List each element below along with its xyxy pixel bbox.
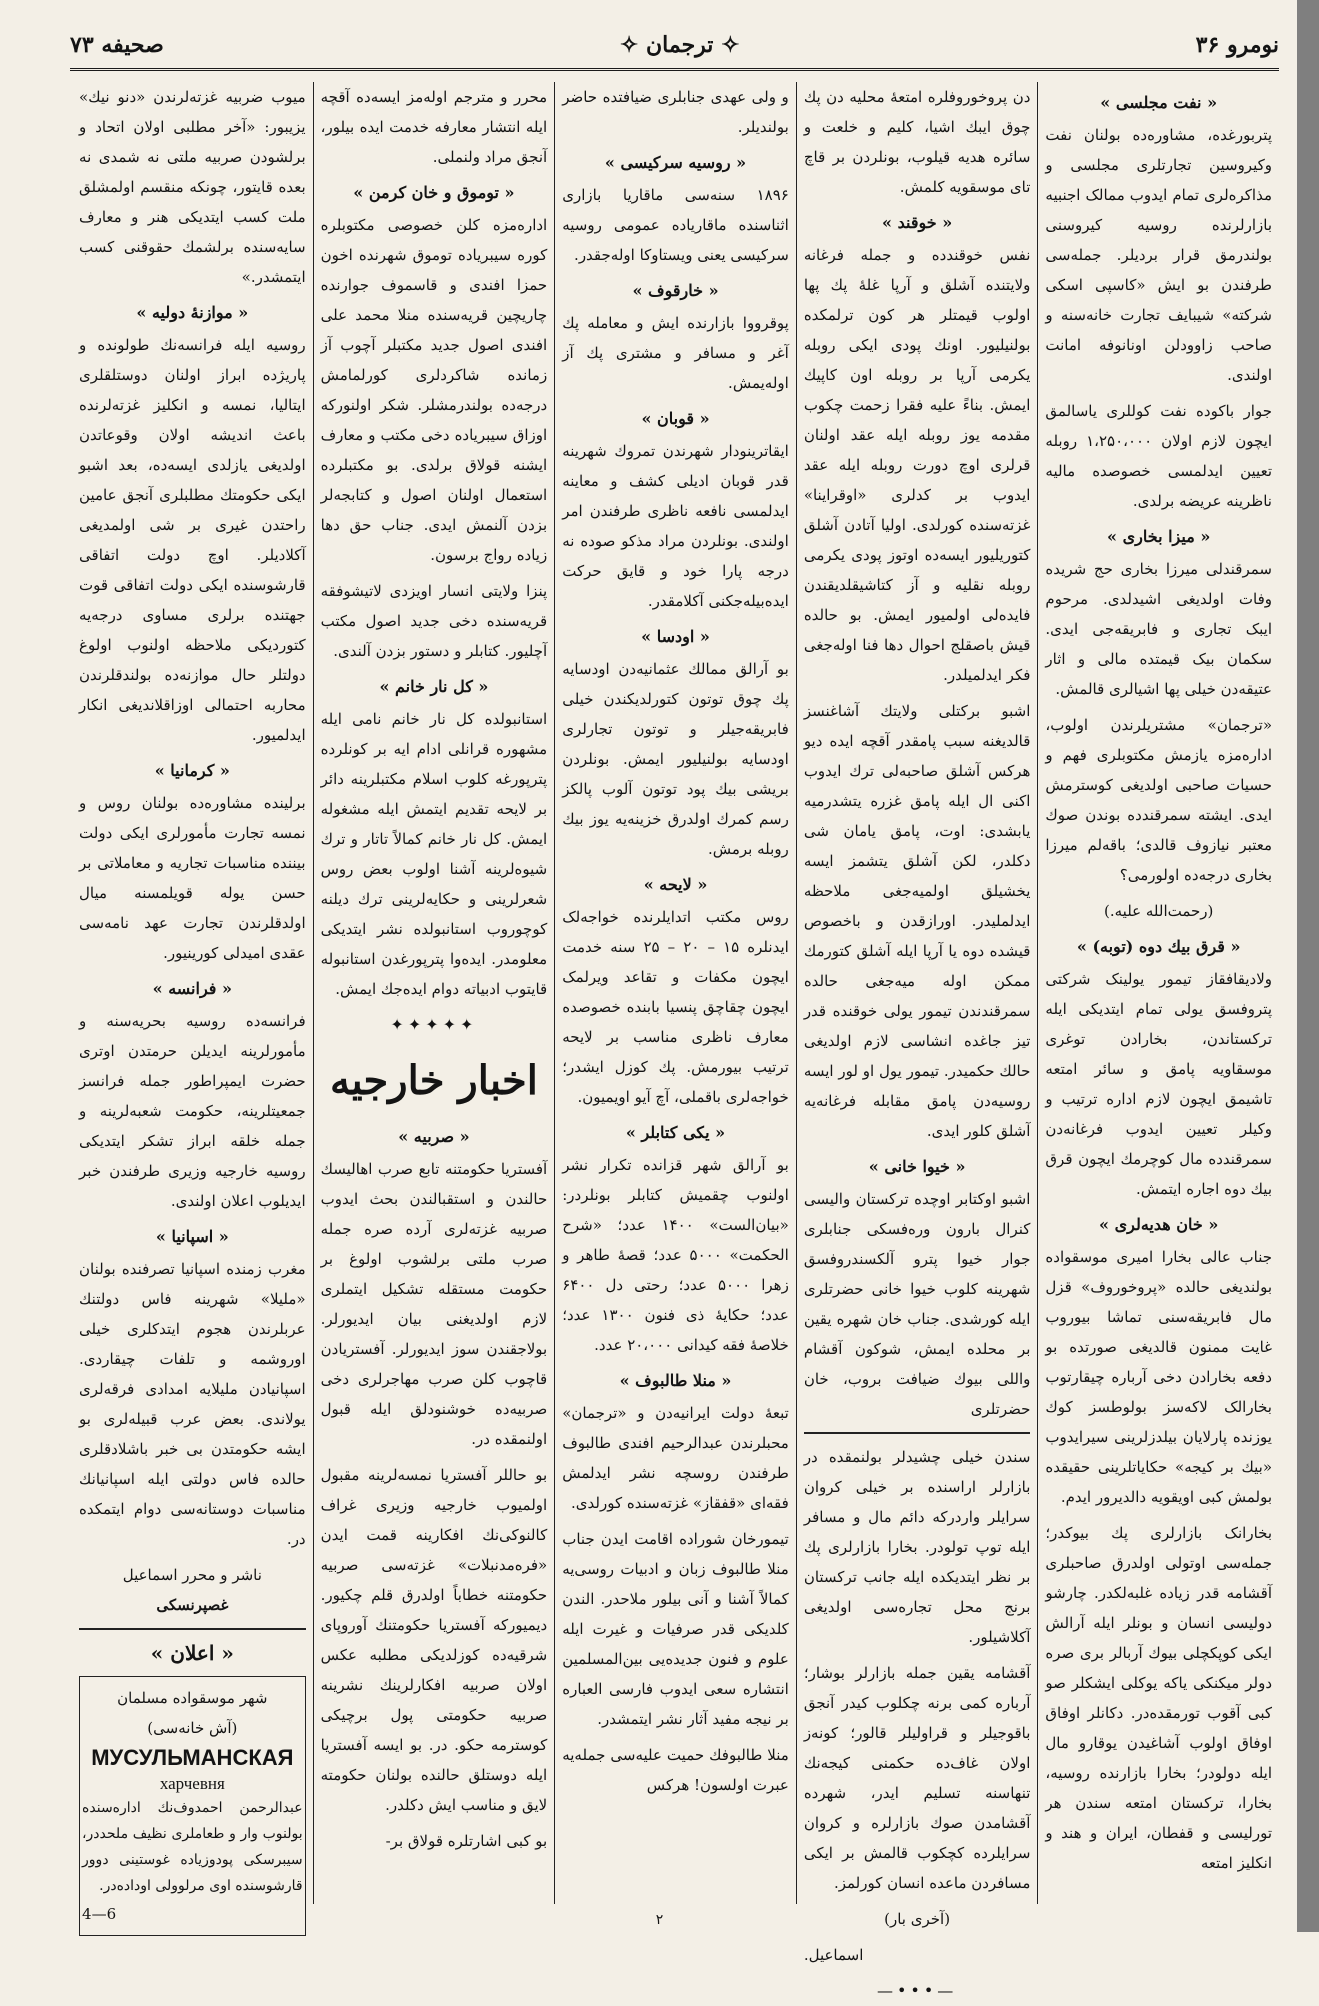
- article-heading: « صربیه »: [321, 1122, 548, 1152]
- article-heading: « نفت مجلسی »: [1045, 88, 1272, 118]
- to-be-continued: (آخری بار): [884, 1910, 951, 1928]
- advertisement-box: [79, 1676, 306, 1936]
- article-heading: « روسیه سرکیسی »: [562, 148, 789, 178]
- article-heading: « خیوا خانی »: [804, 1152, 1031, 1182]
- article-heading: « منلا طالبوف »: [562, 1366, 789, 1396]
- article-paragraph: منلا طالبوفك حمیت علیه‌سی جمله‌یه عبرت اولسون! هرکس: [562, 1746, 789, 1794]
- article-paragraph: پوقرووا بازارنده ایش و معامله پك آغر و مسافر و مشتری پك آز اوله‌یمش.: [562, 314, 789, 392]
- article-heading: « قوبان »: [562, 404, 789, 434]
- article-paragraph: جناب عالی بخارا امیری موسقواده بولندیغی حالده «پروخوروف» قزل مال فابریقه‌سنی تماشا بیوروب غایت ممنون قالدیغی صورتده بو دفعه بخارادن دخی آرباره چیقارتوب بخارالک لاکه‌سز بولوطسز کوك یوزنده پارلایان بیلدزلرینی سیرایدوب «بیك بر کیجه» حکایاتلرینی حقیقده بولمش کبی اویقویه دالدیرور ایدم.: [1045, 1248, 1272, 1506]
- article-paragraph: سمرقندلی میرزا بخاری حج شریده وفات اولدیغی اشیدلدی. مرحوم ایبک تجاری و فابریقه‌جی ایدی. سکمان بیک قیمتده مالی و اثار عتیقه‌دن خیلی پها اشیالری قالمش.: [1045, 560, 1272, 698]
- article-heading: « لایحه »: [562, 870, 789, 900]
- article-heading: « کل نار خانم »: [321, 672, 548, 702]
- article-paragraph: دن پروخوروفلره امتعهٔ محلیه دن پك چوق ایبك اشیا، کلیم و خلعت و سائره هدیه قیلوب، بونلردن بر قاچ تای موسقویه کلمش.: [803, 88, 1031, 196]
- article-paragraph: (رحمت‌الله علیه.): [1104, 902, 1214, 920]
- article-paragraph: تبعهٔ دولت ایرانیه‌دن و «ترجمان» محبلرندن عبدالرحیم افندی طالبوف طرفندن روسچه نشر ایدلمش فقه‌ای «قفقاز» غزته‌سنده کورلدی.: [562, 1404, 789, 1512]
- ad-russian-title: МУСУЛЬМАНСКАЯ: [91, 1745, 294, 1770]
- article-heading: « توموق و خان کرمن »: [321, 178, 548, 208]
- article-heading: « قرق بیك دوه (توبه) »: [1045, 932, 1272, 962]
- article-heading: « موازنهٔ دولیه »: [79, 298, 306, 328]
- article-paragraph: روسیه ایله فرانسه‌نك طولونده و پاریژده ابراز اولنان دوستلقلری ایتالیا، نمسه و انکلیز غزته‌لرنده باعث اندیشه اولان وقوعاتدن اولدیغی یازلدی ایسه‌ده، بعد اشبو ایکی حکومتك مطلبلری آنجق عامین راحتدن غیری بر شی اولمدیغی آکلادیلر. اوچ دولت اتفاقی قارشوسنده ایکی دولت اتفاقی قوت جهتنده برلری مساوی درجه‌یه کتوردیکی ملاحظه اولنوب اولوغ دولتلر حال موازنه‌ده بولندقلرندن محاربه احتمالی اوزاقلاندیغی انکار ایدلمیور.: [79, 336, 306, 744]
- ad-line: شهر موسقواده مسلمان: [117, 1689, 268, 1707]
- article-paragraph: آقشامه یقین جمله بازارلر بوشار؛ آرباره کمی برنه چکلوب کیدر آنجق باقوجیلر و قراولیلر قالور؛ کونه‌ز اولان غاف‌ده حکمنی کیجه‌نك تنهاسنه تسلیم ایدر، شهرده آقشامدن صوك بازارلره و کروان سرایلرده کچکوب قالمش بر ایکی مسافردن ماعده انسان کورلمز.: [803, 1664, 1031, 1892]
- article-paragraph: استانبولده کل نار خانم نامی ایله مشهوره قرانلی ادام ایه بر کونلرده پترپورغه کلوب اسلام مکتبلرینه دائر بر لایحه تقدیم ایتمش ایله مشغوله ایمش. کل نار خانم کماﻻً تاتار و ترك شیوه‌لرینه آشنا اولوب بعض روس شعرلرینی و حکایه‌لرینی ترك دیلنه کوچوروب استانبولده نشر ایتدیکی معلومدر. ایده‌وا پترپورغدن استانبوله قایتوب ادبیاته دوام ایده‌جك ایمش.: [320, 710, 548, 998]
- article-paragraph: بخارانک بازارلری پك بیوکدر؛ جمله‌سی اوتولی اولدرق صاحبلری آقشامه قدر زیاده غلبه‌لکدر. چارشو دولیسی انسان و بونلر ایله آرالش ایکی کوپکچلی بیوك آربالر بری صره دولر میکنکی یاکه یوکلی ایشکلر صو کبی آقوب تورمقده‌در. دکانلر اوفاق اوفاق اولوب آشاغیدن یوقارو مال ایله دولودر؛ بخارا بازارنده روسیه، بخارا، ترکستان امتعه سندن هر تورلیسی و قفطان، ایران و هند و انکلیز امتعه: [1045, 1524, 1272, 1872]
- column-3: [554, 82, 796, 1904]
- column-1: [1037, 82, 1279, 1904]
- article-heading: « یکی کتابلر »: [562, 1118, 789, 1148]
- column-2: [796, 82, 1038, 2000]
- newspaper-title: ✧ ترجمان ✧: [619, 32, 740, 58]
- advertisement-header: « اعلان »: [79, 1638, 306, 1668]
- article-paragraph: اداره‌مزه کلن خصوصی مکتوبلره کوره سیبریاده توموق شهرنده اخون حمزا افندی و قاسموف جوارنده چاریچین قریه‌سنده منلا محمد علی افندی اصول جدید مکتبلر آچوب آز زمانده شاکردلری کورلمامش درجه‌ده بولندرمشلر. شکر اولنورکه اوزاق سیبریاده دخی مکتب و معارف ایشنه قولاق برلدی. بو مکتبلرده استعمال اولنان اصول و کتابجه‌لر بزدن آلنمش ایدی. جناب حق دها زیاده رواج برسون.: [320, 216, 548, 564]
- article-paragraph: ایقاترینودار شهرندن تمروك شهرینه قدر قوبان ادیلی کشف و معاینه ایدلمسی نافعه ناظری طرفندن امر اولندی. بونلردن مراد مذکو صوده نه درجه پارا خود و قایق حرکت ایده‌بیله‌جکنی آکلامقدر.: [562, 442, 789, 610]
- ad-text: عبدالرحمن احمدوف‌نك اداره‌سنده بولنوب وار و طعاملری نظیف ملحددر، سیبرسکی پودوزیاده غوستینی دوور قارشوسنده اوی مرلوولی اوداده‌در.: [82, 1800, 303, 1894]
- article-paragraph: بو آرالق ممالك عثمانیه‌دن اودسایه پك چوق توتون کتورلدیکندن خیلی فابریقه‌جیلر و توتون تجارلری اودسایه بولنیلیور ایمش. بونلردن بریشی بیك پود توتون آلوب پالکز رسم کمرك اولدرق خزینه‌یه یوز بیك روبله برمش.: [562, 660, 789, 858]
- article-paragraph: سندن خیلی چشیدلر بولنمقده در بازارلر اراسنده بر خیلی کروان سرایلر واردرکه دائم مال و مسافر ایله توپ تولودر. بخارا بازارلری پك بر نظر ایتدیکده ایله جانب ترکستان برنج محل تجاره‌سی اولدیغی آکلاشیلور.: [803, 1448, 1031, 1646]
- article-paragraph: روس مکتب اتدایلرنده خواجه‌لک ایدنلره ۱۵ – ۲۰ – ۲۵ سنه خدمت ایچون مکفات و تقاعد ویرلمک ایچون چقاچق پنسیا بابنده خصوصده معارف ناظری مناسب بر لایحه ترتیب بیورمش. پك کوزل ایشدر؛ خواجه‌لری باقملی، آچ آیو اویمیون.: [562, 908, 789, 1106]
- publisher-line: [79, 1560, 306, 1620]
- article-heading: « فرانسه »: [79, 974, 306, 1004]
- masthead: [70, 22, 1279, 71]
- article-heading: « خوقند »: [804, 208, 1031, 238]
- page-number: صحیفه ۷۳: [70, 32, 164, 58]
- article-paragraph: محرر و مترجم اوله‌مز ایسه‌ده آقچه ایله انتشار معارفه خدمت ایده بیلور، آنجق مراد ولنملی.: [320, 88, 548, 166]
- article-paragraph: مغرب زمنده اسپانیا تصرفنده بولنان «ملیلا» شهرینه فاس دولتنك عربلرندن هجوم ایتدکلری خیلی اوروشمه و تلفات چیقاردی. اسپانیادن ملیلایه امدادی فرقه‌لری یولاندی. بعض عرب قبیله‌لری بو ایشه حکومتدن بی خبر باشلادقلری حالده فاس دولتی ایله اسپانیانك مناسبات دوستانه‌سی دوام ایتمکده در.: [79, 1260, 306, 1548]
- ornament: ✦✦✦✦✦: [390, 1015, 478, 1034]
- article-paragraph: اشبو اوکتابر اوچده ترکستان والیسی کنرال بارون وره‌فسکی جنابلری جوار خیوا پترو آلکسندروفسق شهرینه کلوب خیوا خانی حضرتلری ایله کورشدی. جناب خان شهره یقین بر محلده ایمش، شوکون آقشام واللی بیوك ضیافت بروب، خان حضرتلری: [803, 1190, 1031, 1418]
- article-paragraph: برلینده مشاوره‌ده بولنان روس و نمسه تجارت مأمورلری ایکی دولت بیننده مناسبات تجاریه و معاملاتی بر حسن یوله قویلمسنه میال اولدقلرندن تجارت عهد نامه‌سی عقدی امیدلی کورینیور.: [79, 794, 306, 962]
- publisher-label: ناشر و محرر اسماعیل: [122, 1566, 262, 1584]
- article-paragraph: پنزا ولایتی انسار اویزدی لاتیشوفقه قریه‌سنده دخی جدید اصول مکتب آچلیور. کتابلر و دستور بزدن آلندی.: [320, 582, 548, 660]
- article-paragraph: ۱۸۹۶ سنه‌سی ماقاریا بازاری اثناسنده ماقاریاده عمومی روسیه سرکیسی یعنی ویستاوکا اوله‌جقدر.: [562, 186, 789, 264]
- article-paragraph: بو آرالق شهر قزانده تکرار نشر اولنوب چقمیش کتابلر بونلردر: «بیان‌الست» ۱۴۰۰ عدد؛ «شرح الحکمت» ۵۰۰۰ عدد؛ قصهٔ طاهر و زهرا ۵۰۰۰ عدد؛ رحتی دل ۶۴۰۰ عدد؛ حکایهٔ ذی فنون ۱۳۰۰ عدد؛ خلاصهٔ فقه کیدانی ۲۰،۰۰۰ عدد.: [562, 1156, 789, 1354]
- article-heading: « کرمانیا »: [79, 756, 306, 786]
- foreign-news-title: اخبار خارجیه: [330, 1057, 538, 1104]
- column-5: [72, 82, 313, 1923]
- ad-number: 4—6: [82, 1905, 117, 1923]
- divider: [79, 1628, 306, 1630]
- article-paragraph: «ترجمان» مشتریلرندن اولوب، اداره‌مزه یازمش مکتوبلری فهم و حسیات صاحبی اولدیغی کوسترمش ایدی. ایشته سمرقندده بوندن صوك معتبر نیازوف قالدی؛ باقه‌لم میرزا بخاری درجه‌ده اولورمی؟: [1045, 716, 1272, 884]
- article-paragraph: میوب ضربیه غزته‌لرندن «دنو نیك» یزیبور: «آخر مطلبی اولان اتحاد و برلشودن صربیه ملتی نه شمدی نه بعده قایتور، چونکه منقسم اولمشلق ملت کسب ایتدیکی هنر و معارف سایه‌سنده برلشمك حقوقنی کسب ایتمشدر.»: [79, 88, 306, 286]
- ornament: —•••—: [876, 1981, 958, 2000]
- article-paragraph: اشبو برکتلی ولایتك آشاغنسز قالدیغنه سبب پامقدر آقچه ایده دیو هرکس آشلق صاحبه‌لی ترك ایدوب اکنی ال ایله پامق غزره یتشدرمیه یابشدی: اوت، پامق یامان شی دکلدر، لکن آشلق یتشمز ایسه یخشیلق اولمیه‌جغی ملاحظه ایدلملیدر. اورازقدن و باخصوص قیشده دوه یا آرپا ایله آشلق کتورمك ممکن اوله میه‌جغی حالده سمرقندندن تیمور یولی خوقنده قدر تیز جاغده انشاسی لازم اولدیغی حالك حکمیدر. تیمور یول او لور ایسه روسیه‌دن پامق مقابله فرغانه‌یه آشلق کلور ایدی.: [803, 702, 1031, 1140]
- ad-line: (آش خانه‌سی): [147, 1719, 238, 1737]
- article-heading: « خارقوف »: [562, 276, 789, 306]
- column-4: [313, 82, 555, 1904]
- article-paragraph: فرانسه‌ده روسیه بحریه‌سنه و مأمورلرینه ایدیلن حرمتدن اوتری حضرت ایمپراطور جمله فرانسز جمعیتلرینه، حکومت شعبه‌لرینه و جمله خلقه ابراز تشکر ایتدیکی روسیه خارجیه وزیری طرفندن خبر ایدیلوب اعلان اولندی.: [79, 1012, 306, 1210]
- columns: [72, 82, 1279, 2000]
- article-paragraph: آفستریا حکومتنه تابع صرب اهالیسك حالندن و استقبالندن بحث ایدوب صربیه غزته‌لری آرده صره جمله صرب ملتی برلشوب اولوغ بر حکومت مستقله تشکیل ایتملری لازم اولدیغنی بیان ایدیورلر. بولاجقندن سوز ایدیورلر. آفستریادن قاچوب کلن صرب مهاجرلری دخی صربیه‌ده خوشنودلق ایله قبول اولنمقده در.: [320, 1160, 548, 1448]
- article-heading: « اسپانیا »: [79, 1222, 306, 1252]
- article-paragraph: بو کبی اشارتلره قولاق بر-: [385, 1832, 548, 1850]
- article-paragraph: تیمورخان شوراده اقامت ایدن جناب منلا طالبوف زبان و ادبیات روسی‌یه کماﻻً آشنا و آنی بیلور ملاحدر. الندن کلدیکی قدر صرفیات و غیرت ایله علوم و فنون جدیده‌یی بین‌المسلمین انتشاره سعی ایدوب فارسی العباره بر نیجه مفید آثار نشر ایتمشدر.: [562, 1530, 789, 1728]
- scan-edge-strip: [1297, 0, 1319, 1932]
- article-paragraph: نفس خوقندده و جمله فرغانه ولایتنده آشلق و آرپا غلهٔ پك پها اولوب قیمتلر هر کون ترلمکده بولنیلیور. اونك پودی ایکی روبله یکرمی آرپا بر روبله اون کاپیك ایمش. بناءً علیه فقرا زحمت چکوب مقدمه یوز روبله ایله عقد اولنان قرلری اوچ دورت روبله ایله عقد ایدوب بر کدلری «اوقراینا» غزته‌سنده کورلدی. اولیا آتادن آشلق کتوریلیور ایسه‌ده اوتوز پودی یکرمی روبله نقلیه و آز کتاشیقلدیقندن فایده‌لی اولمیور ایمش. بو حالده قیش باصقلج احوال دها فنا اوله‌جغی فکر ایدلمیلدر.: [803, 246, 1031, 684]
- issue-number: نومرو ۳۶: [1195, 32, 1279, 58]
- article-paragraph: و ولی عهدی جنابلری ضیافتده حاضر بولندیلر.: [562, 88, 789, 136]
- article-paragraph: پتربورغده، مشاوره‌ده بولنان نفت وکیروسین تجارتلری مجلسی و مذاکره‌لری تمام ایدوب ممالک اجنبیه بازارلرنده روسیه کیروسنی بولندرمق قرار بردیلر. جمله‌سی طرفندن بو ایش «کاسپی اسکی شرکته» شیبایف تجارت خانه‌سنه و صاحب زاوودلن اونانوفه امانت اولندی.: [1045, 126, 1272, 384]
- divider: [804, 1432, 1031, 1434]
- article-paragraph: ولادیقافقاز تیمور یولینک شرکتی پتروفسق یولی تمام ایتدیکی ایله ترکستاندن، بخارادن توغری موسقاویه پامق و سائر امتعه تاشیمق ایچون لازم اداره ترتیب و وکیلر تعیین ایدوب فرغانه‌دن سمرقندده مال کوچرمك ایچون قرق بیك دوه اجاره ایتمش.: [1045, 970, 1272, 1198]
- author-signature: اسماعیل.: [803, 1946, 864, 1964]
- ad-russian-subtitle: харчевня: [159, 1774, 225, 1793]
- article-heading: « خان هدیه‌لری »: [1045, 1210, 1272, 1240]
- publisher-name: غصپرنسکی: [156, 1596, 229, 1614]
- footer-page-mark: ۲: [655, 1912, 664, 1928]
- article-heading: « میزا بخاری »: [1045, 522, 1272, 552]
- article-paragraph: بو حاللر آفستریا نمسه‌لرینه مقبول اولمیوب خارجیه وزیری غراف کالنوکی‌نك افکارینه قمت ایدن «فره‌مدنبلات» غزته‌سی صربیه حکومتنه خطاباً اولدرق قلم چکیور. دیمیورکه آفستریا حکومتنك آوروپای شرقیه‌ده کوزلدیکی مطلبه عکس اولان صربیه افکارلرینك نشرینه صربیه حکومتی پول برچیکی کوسترمه حکو. در. بو ایسه آفستریا ایله دوستلق حالنده بولنان حکومته لایق و مناسب ایش دکلدر.: [320, 1466, 548, 1814]
- article-heading: « اودسا »: [562, 622, 789, 652]
- article-paragraph: جوار باکوده نفت کوللری یاسالمق ایچون لازم اولان ۱،۲۵۰،۰۰۰ روبله تعیین ایدلمسی خصوصده مالیه ناظرینه عریضه برلدی.: [1045, 402, 1272, 510]
